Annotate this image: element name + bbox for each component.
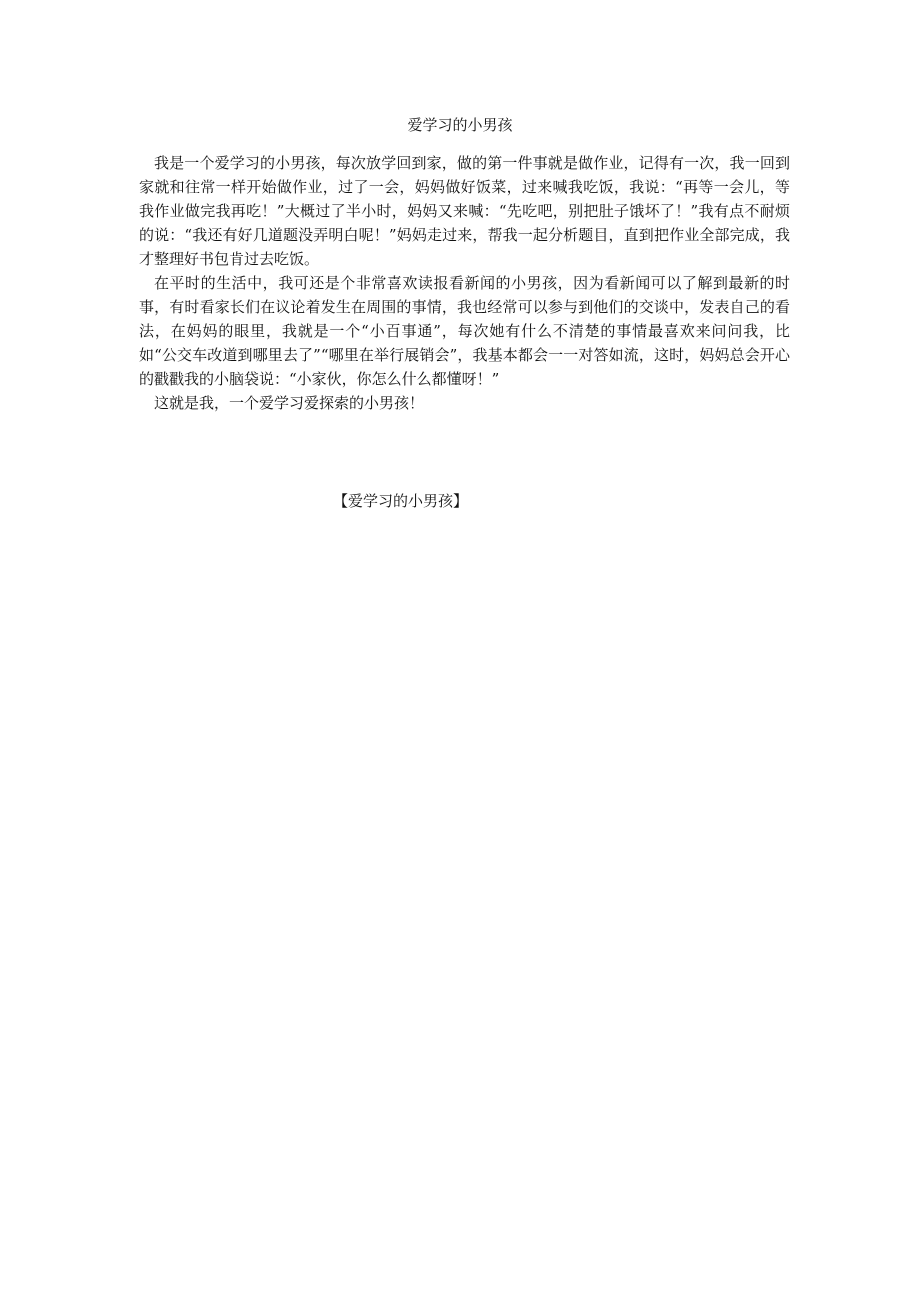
document-body [139,151,790,415]
paragraph-1: 我是一个爱学习的小男孩，每次放学回到家，做的第一件事就是做作业，记得有一次，我一回到家就和往常一样开始做作业，过了一会，妈妈做好饭菜，过来喊我吃饭，我说：“再等一会儿，等我作业做完我再吃！”大概过了半小时，妈妈又来喊：“先吃吧，别把肚子饿坏了！”我有点不耐烦的说：“我还有好几道题没弄明白呢！”妈妈走过来，帮我一起分析题目，直到把作业全部完成，我才整理好书包肯过去吃饭。 [139,154,790,268]
document-title: 爱学习的小男孩 [407,116,513,134]
paragraph-3: 这就是我，一个爱学习爱探索的小男孩！ [154,394,425,412]
footer-title: 【爱学习的小男孩】 [333,492,469,510]
paragraph-2: 在平时的生活中，我可还是个非常喜欢读报看新闻的小男孩，因为看新闻可以了解到最新的时事，有时看家长们在议论着发生在周围的事情，我也经常可以参与到他们的交谈中，发表自己的看法，在妈妈的眼里，我就是一个“小百事通”，每次她有什么不清楚的事情最喜欢来问问我，比如“公交车改道到哪里去了”“哪里在举行展销会”，我基本都会一一对答如流，这时，妈妈总会开心的戳戳我的小脑袋说：“小家伙，你怎么什么都懂呀！” [139,274,790,388]
